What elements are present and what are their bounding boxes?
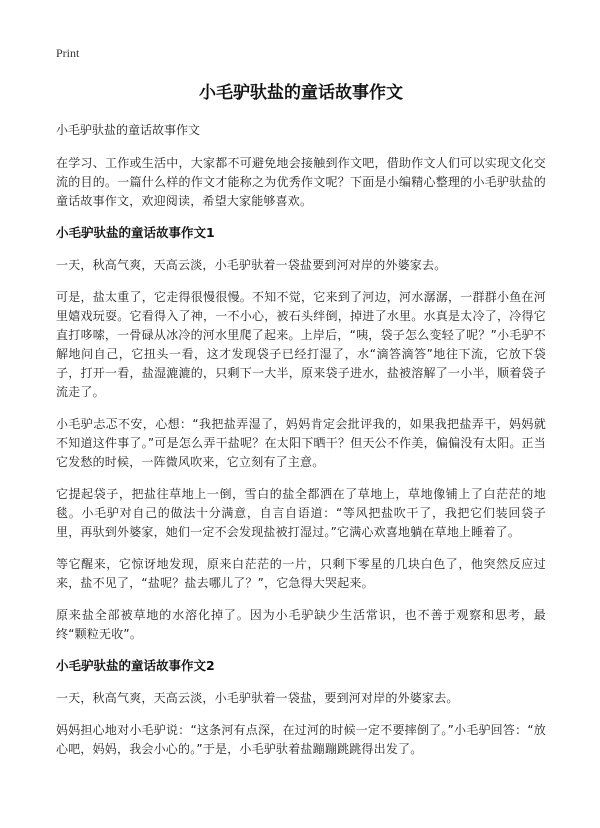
section-1-paragraph: 它提起袋子，把盐往草地上一倒，雪白的盐全都洒在了草地上，草地像铺上了白茫茫的地毯。小毛驴对自己的做法十分满意，自言自语道：“等风把盐吹干了，我把它们装回袋子里，再驮到外婆家，她们一定不会发现盐被打湿过。”它满心欢喜地躺在草地上睡着了。 bbox=[56, 487, 546, 539]
section-1-paragraph: 一天，秋高气爽，天高云淡，小毛驴驮着一袋盐要到河对岸的外婆家去。 bbox=[56, 258, 447, 272]
section-2-paragraph: 妈妈担心地对小毛驴说：“这条河有点深，在过河的时候一定不要摔倒了。”小毛驴回答：“放心吧，妈妈，我会小心的。”于是，小毛驴驮着盐蹦蹦跳跳得出发了。 bbox=[56, 723, 546, 756]
page-title: 小毛驴驮盐的童话故事作文 bbox=[199, 83, 403, 103]
section-1-paragraph: 等它醒来，它惊讶地发现，原来白茫茫的一片，只剩下零星的几块白色了，他突然反应过来，盐不见了，“盐呢？盐去哪儿了？”，它急得大哭起来。 bbox=[56, 557, 546, 590]
document-subtitle: 小毛驴驮盐的童话故事作文 bbox=[56, 123, 201, 137]
section-1-paragraph: 小毛驴忐忑不安，心想：“我把盐弄湿了，妈妈肯定会批评我的，如果我把盐弄干，妈妈就不知道这件事了。”可是怎么弄干盐呢？在太阳下晒干？但天公不作美，偏偏没有太阳。正当它发愁的时候，一阵微风吹来，它立刻有了主意。 bbox=[56, 417, 546, 469]
intro-paragraph: 在学习、工作或生活中，大家都不可避免地会接触到作文吧，借助作文人们可以实现文化交流的目的。一篇什么样的作文才能称之为优秀作文呢？下面是小编精心整理的小毛驴驮盐的童话故事作文，欢迎阅读，希望大家能够喜欢。 bbox=[56, 156, 546, 208]
section-heading-2: 小毛驴驮盐的童话故事作文2 bbox=[56, 658, 215, 673]
section-2-paragraph: 一天，秋高气爽，天高云淡，小毛驴驮着一袋盐，要到河对岸的外婆家去。 bbox=[56, 691, 459, 705]
document-body bbox=[56, 82, 546, 772]
print-link[interactable]: Print bbox=[56, 46, 80, 60]
section-heading-1: 小毛驴驮盐的童话故事作文1 bbox=[56, 225, 215, 240]
section-1-paragraph: 原来盐全部被草地的水溶化掉了。因为小毛驴缺少生活常识，也不善于观察和思考，最终“颗粒无收”。 bbox=[56, 608, 546, 641]
section-1-paragraph: 可是，盐太重了，它走得很慢很慢。不知不觉，它来到了河边，河水潺潺，一群群小鱼在河里嬉戏玩耍。它看得入了神，一不小心，被石头绊倒，掉进了水里。水真是太冷了，冷得它直打哆嗦，一骨碌从冰冷的河水里爬了起来。上岸后，“咦，袋子怎么变轻了呢？”小毛驴不解地问自己，它扭头一看，这才发现袋子已经打湿了，水“滴答滴答”地往下流，它放下袋子，打开一看，盐湿漉漉的，只剩下一大半，原来袋子进水，盐被溶解了一小半，顺着袋子流走了。 bbox=[56, 290, 546, 399]
